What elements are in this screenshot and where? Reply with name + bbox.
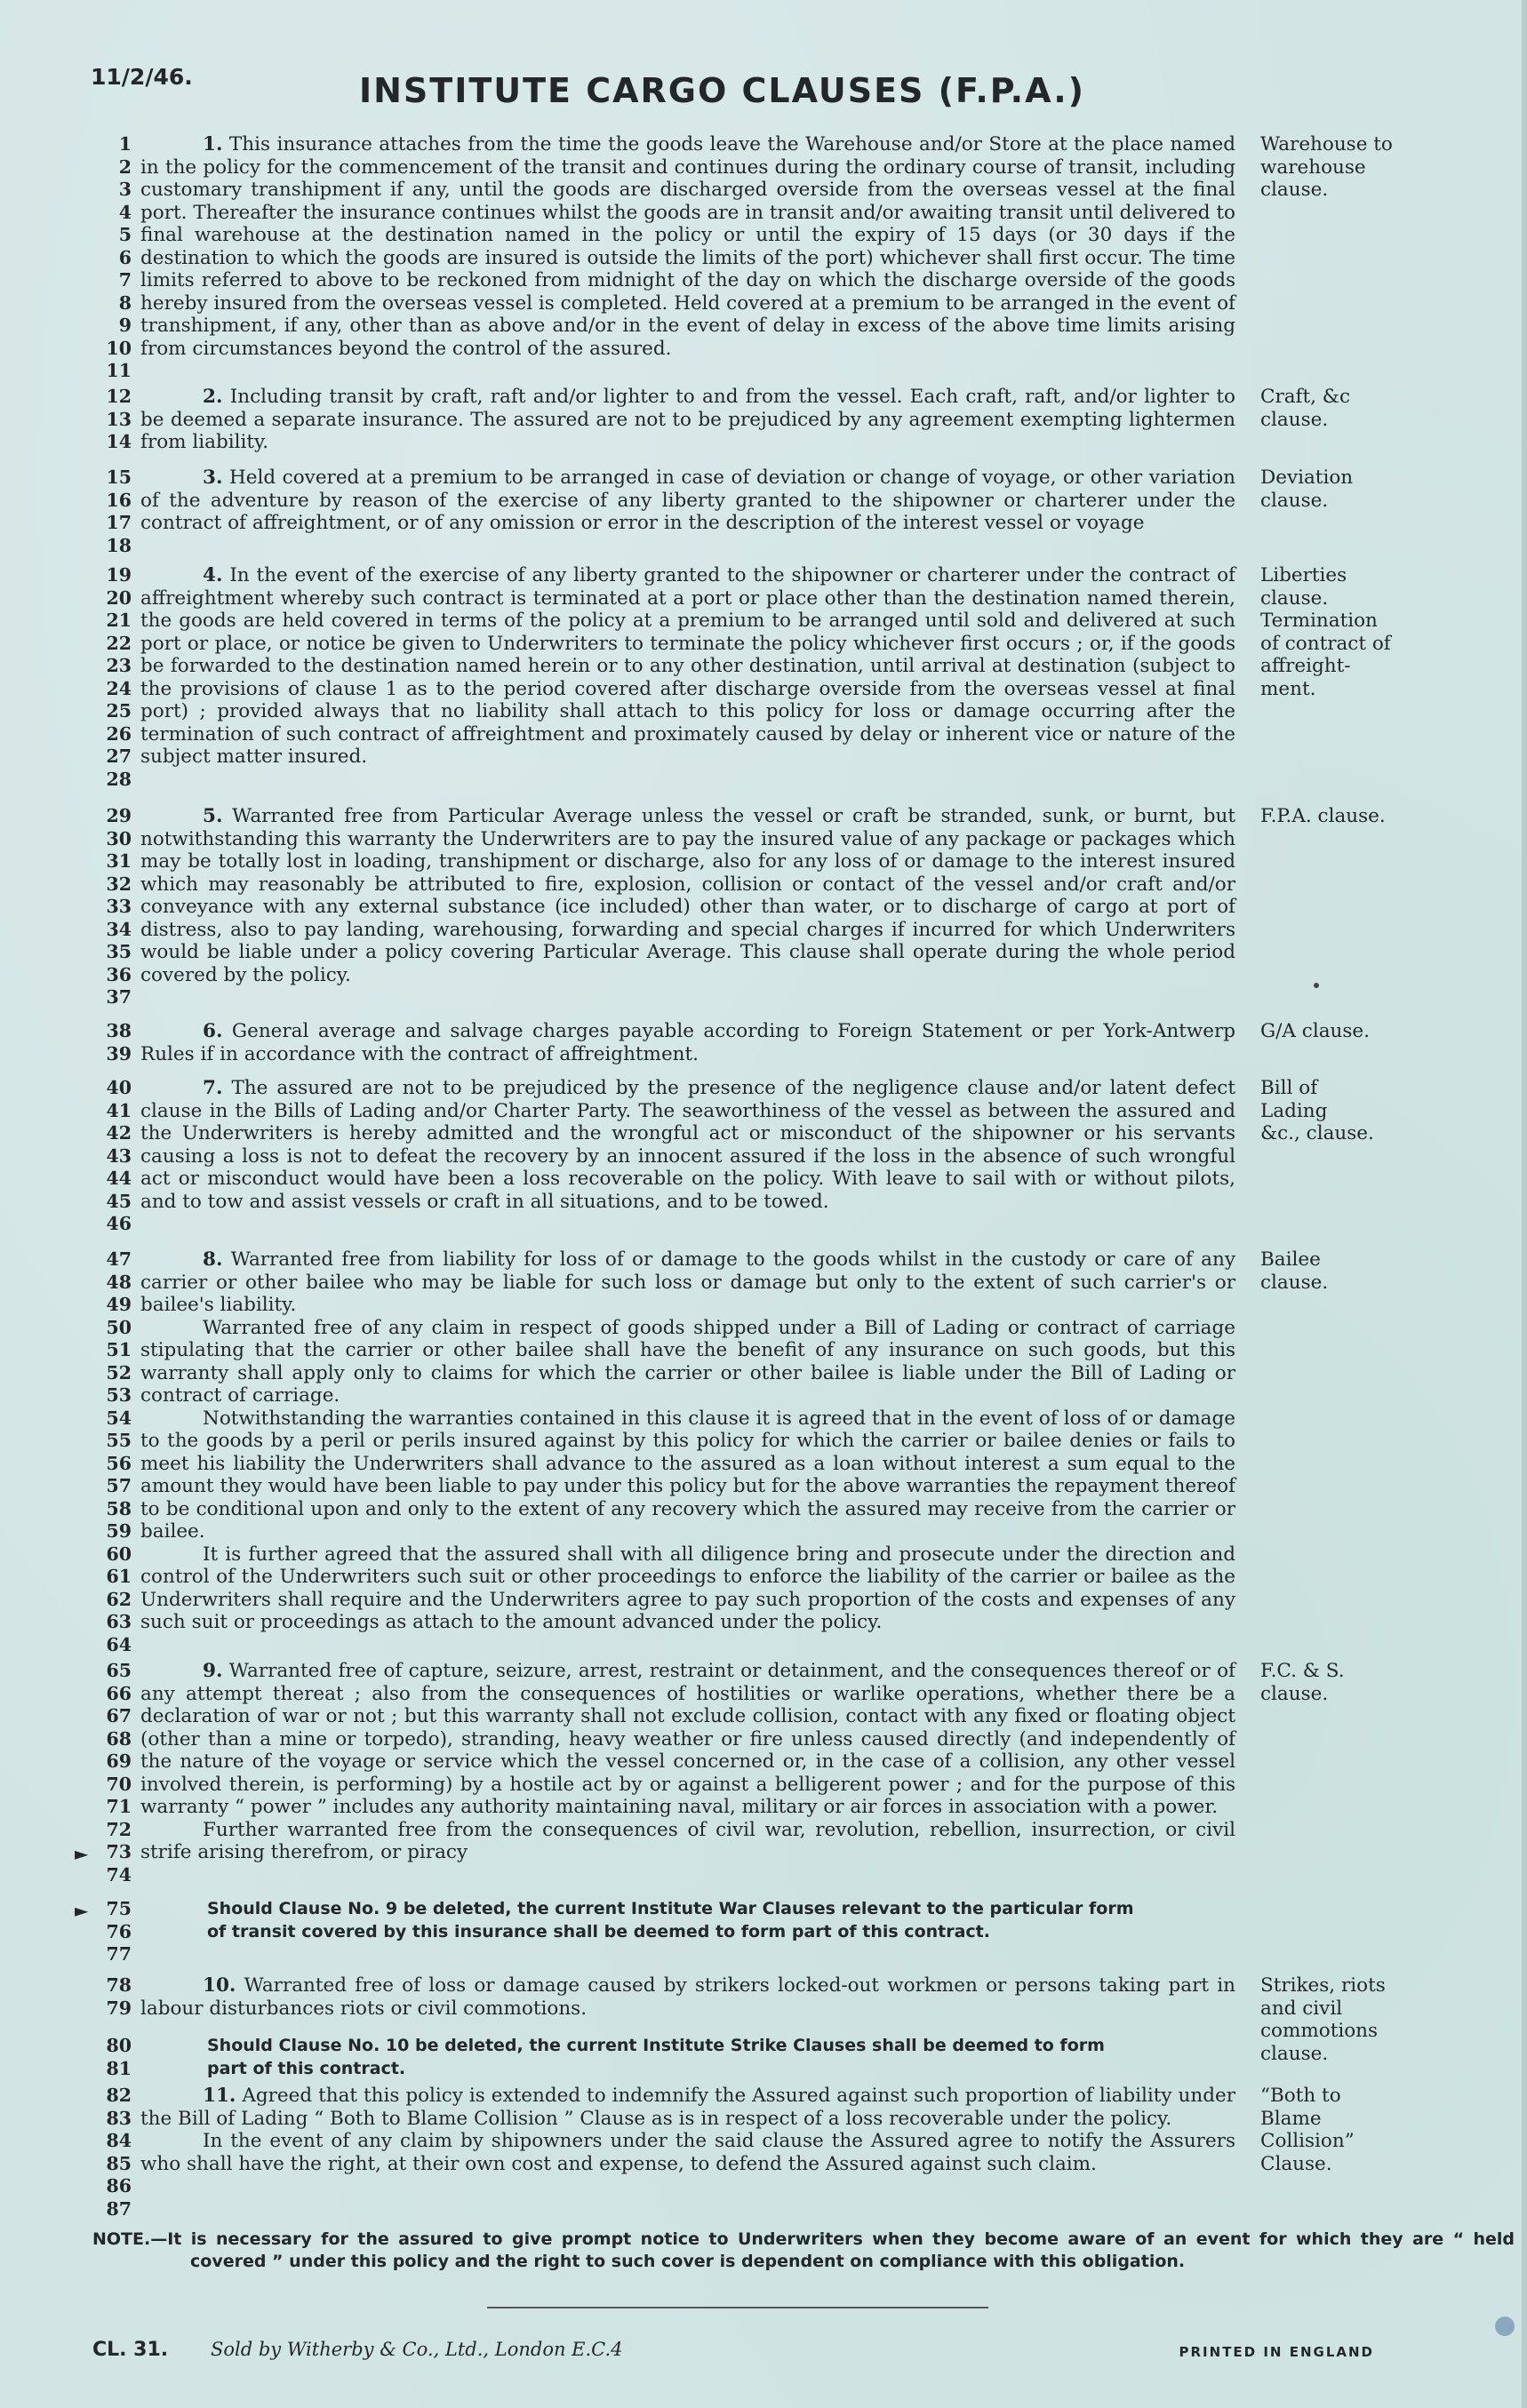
clause-number: 4. bbox=[203, 564, 223, 586]
line-number: 76 bbox=[106, 1920, 132, 1942]
margin-heading bbox=[1235, 2035, 1467, 2080]
line-number: 30 bbox=[106, 827, 132, 849]
clause-text: Warranted free from liability for loss of or damage to the goods whilst in the custody or care of any carrier or other bailee who may be liable for such loss or damage but only to the extent of such carrier's or bailee's liability. bbox=[140, 1248, 1235, 1316]
clause-body bbox=[140, 1660, 1235, 1886]
clause-number: 9. bbox=[203, 1660, 223, 1682]
clause-text: General average and salvage charges payable according to Foreign Statement or per York-Antwerp Rules if in accordance with the contract of affreightment. bbox=[140, 1020, 1235, 1065]
document-date: 11/2/46. bbox=[91, 64, 193, 90]
clause-number: 7. bbox=[203, 1077, 223, 1099]
line-number: 71 bbox=[106, 1796, 132, 1817]
line-number: 41 bbox=[106, 1099, 132, 1121]
margin-heading-line: ment. bbox=[1260, 677, 1316, 700]
line-number: 44 bbox=[106, 1168, 132, 1189]
margin-heading-line: clause. bbox=[1260, 489, 1329, 512]
clause-paragraph bbox=[140, 1020, 1235, 1065]
line-number: 31 bbox=[106, 850, 132, 872]
deletion-note: Should Clause No. 10 be deleted, the current Institute Strike Clauses shall be deemed to form part of this contract. bbox=[207, 2036, 1105, 2078]
margin-heading-line: warehouse bbox=[1260, 155, 1366, 179]
clause-block bbox=[89, 1248, 1467, 1656]
margin-heading bbox=[1235, 1660, 1467, 1886]
line-number: 65 bbox=[106, 1660, 132, 1681]
line-number: 16 bbox=[106, 489, 132, 511]
clause-number: 6. bbox=[203, 1020, 223, 1042]
clause-text: The assured are not to be prejudiced by the presence of the negligence clause and/or latent defect clause in the Bills of Lading and/or Charter Party. The seaworthiness of the vessel as between the assured and the Underwriters is hereby admitted and the wrongful act or misconduct of the shipowner or his servants causing a loss is not to defeat the recovery by an innocent assured if the loss in the absence of such wrongful act or misconduct would have been a loss recoverable on the policy. With leave to sail with or without pilots, and to tow and assist vessels or craft in all situations, and to be towed. bbox=[140, 1077, 1235, 1213]
line-number: 85 bbox=[106, 2152, 132, 2174]
margin-heading-line: Warehouse to bbox=[1260, 133, 1393, 155]
line-number: 32 bbox=[106, 873, 132, 895]
line-number: 64 bbox=[106, 1633, 132, 1655]
line-numbers bbox=[89, 386, 140, 454]
clause-body bbox=[140, 133, 1235, 383]
clause-block bbox=[89, 564, 1467, 791]
line-number: 11 bbox=[106, 360, 132, 381]
margin-heading-line: affreight- bbox=[1260, 655, 1351, 677]
clause-paragraph bbox=[140, 133, 1235, 360]
punch-hole bbox=[1495, 2316, 1515, 2336]
line-number: 57 bbox=[106, 1475, 132, 1496]
margin-heading-line: Termination bbox=[1260, 610, 1378, 632]
margin-heading-line: Lading bbox=[1260, 1099, 1328, 1122]
line-number: 77 bbox=[106, 1943, 132, 1965]
clause-text: Warranted free of capture, seizure, arrest, restraint or detainment, and the consequences thereof or of any attempt thereat ; also from the consequences of hostilities or warlike operations, whether there be a declaration of war or not ; but this warranty shall not exclude collision, contact with any fixed or floating object (other than a mine or torpedo), stranding, heavy weather or fire unless caused directly (and independently of the nature of the voyage or service which the vessel concerned or, in the case of a collision, any other vessel involved therein, is performing) by a hostile act by or against a belligerent power ; and for the purpose of this warranty “ power ” includes any authority maintaining naval, military or air forces in association with a power. bbox=[140, 1660, 1236, 1818]
line-number: 14 bbox=[106, 431, 132, 452]
clause-number: 2. bbox=[203, 386, 223, 408]
line-number: 4 bbox=[118, 201, 132, 223]
line-number: 60 bbox=[106, 1543, 132, 1565]
clause-text: Warranted free of any claim in respect of goods shipped under a Bill of Lading or contract of carriage stipulating that the carrier or other bailee shall have the benefit of any insurance on such goods, but this warranty shall apply only to claims for which the carrier or other bailee is liable under the Bill of Lading or contract of carriage. bbox=[140, 1316, 1235, 1407]
line-numbers bbox=[89, 466, 140, 557]
ink-dot-mark bbox=[1314, 983, 1319, 988]
line-number: 8 bbox=[118, 291, 132, 314]
printed-in-label: PRINTED IN ENGLAND bbox=[1179, 2344, 1374, 2360]
margin-heading-line: Bill of bbox=[1260, 1077, 1318, 1099]
clause-body bbox=[140, 1248, 1235, 1656]
line-number: 35 bbox=[106, 941, 132, 962]
line-number: 52 bbox=[106, 1361, 132, 1383]
clause-block bbox=[89, 133, 1467, 383]
line-number: 42 bbox=[106, 1122, 132, 1144]
divider-line bbox=[487, 2307, 988, 2308]
clause-number: 3. bbox=[203, 466, 223, 489]
line-number: 75 bbox=[106, 1898, 132, 1919]
margin-heading bbox=[1235, 1898, 1467, 1966]
line-number: 12 bbox=[106, 386, 132, 407]
line-number: 23 bbox=[106, 655, 132, 676]
line-number: 61 bbox=[106, 1566, 132, 1587]
line-number: 74 bbox=[106, 1863, 132, 1886]
obligation-note: NOTE.—It is necessary for the assured to give prompt notice to Underwriters when they become aware of an event for which they are “ held covered ” under this policy and the right to such cover is dependent on compliance with this obligation. bbox=[92, 2229, 1515, 2271]
clause-number: 10. bbox=[203, 1974, 236, 1997]
margin-heading-line: clause. bbox=[1260, 1271, 1329, 1294]
margin-heading-line: clause. bbox=[1260, 2042, 1329, 2065]
line-number: 79 bbox=[106, 1997, 132, 2019]
clause-block bbox=[89, 1020, 1467, 1065]
deletion-note: Should Clause No. 9 be deleted, the current Institute War Clauses relevant to the particular form of transit covered by this insurance shall be deemed to form part of this contract. bbox=[207, 1899, 1134, 1942]
clause-text: It is further agreed that the assured shall with all diligence bring and prosecute under the direction and control of the Underwriters such suit or other proceedings to enforce the liability of the carrier or bailee as the Underwriters shall require and the Underwriters agree to pay such proportion of the costs and expenses of any such suit or proceedings as attach to the amount advanced under the policy. bbox=[140, 1543, 1235, 1633]
clause-text: Held covered at a premium to be arranged in case of deviation or change of voyage, or other variation of the adventure by reason of the exercise of any liberty granted to the shipowner or charterer under the contract of affreightment, or of any omission or error in the description of the interest vessel or voyage bbox=[140, 466, 1235, 534]
clause-body bbox=[140, 466, 1235, 557]
margin-heading-line: Strikes, riots bbox=[1260, 1974, 1386, 1997]
margin-heading-line: &c., clause. bbox=[1260, 1122, 1374, 1144]
line-number: 50 bbox=[106, 1316, 132, 1338]
line-number: 70 bbox=[106, 1773, 132, 1795]
clause-text: In the event of the exercise of any liberty granted to the shipowner or charterer under the contract of affreightment whereby such contract is terminated at a port or place other than the destination named therein, the goods are held covered in terms of the policy at a premium to be arranged until sold and delivered at such port or place, or notice be given to Underwriters to terminate the policy whichever first occurs ; or, if the goods be forwarded to the destination named herein or to any other destination, until arrival at destination (subject to the provisions of clause 1 as to the period covered after discharge overside from the overseas vessel at final port) ; provided always that no liability shall attach to this policy for loss or damage occurring after the termination of such contract of affreightment and proximately caused by delay or inherent vice or nature of the subject matter insured. bbox=[140, 564, 1235, 768]
clause-paragraph bbox=[140, 1248, 1235, 1317]
margin-heading bbox=[1235, 564, 1467, 791]
line-number: 7 bbox=[118, 269, 132, 291]
clause-block bbox=[89, 1660, 1467, 1886]
clause-paragraph bbox=[140, 2085, 1235, 2130]
line-number: 80 bbox=[106, 2035, 132, 2056]
clause-body bbox=[140, 2035, 1235, 2080]
margin-heading-line: Craft, &c bbox=[1260, 386, 1350, 408]
clause-text: In the event of any claim by shipowners under the said clause the Assured agree to notify the Assurers who shall have the right, at their own cost and expense, to defend the Assured against such claim. bbox=[140, 2130, 1235, 2175]
line-number: 28 bbox=[106, 768, 132, 790]
line-number: 81 bbox=[106, 2057, 132, 2079]
line-number: 59 bbox=[106, 1520, 132, 1542]
clause-paragraph bbox=[140, 805, 1235, 986]
line-number: 45 bbox=[106, 1190, 132, 1212]
line-number: 49 bbox=[106, 1294, 132, 1315]
clause-block bbox=[89, 466, 1467, 557]
line-number: 55 bbox=[106, 1430, 132, 1451]
line-numbers bbox=[89, 1660, 140, 1886]
clause-body bbox=[140, 564, 1235, 791]
clause-body bbox=[140, 1077, 1235, 1236]
margin-heading-line: F.P.A. clause. bbox=[1260, 805, 1386, 827]
margin-pointer-mark: ► bbox=[75, 1900, 89, 1921]
line-number: 73 bbox=[106, 1841, 132, 1862]
line-number: 9 bbox=[118, 315, 132, 336]
document-title: INSTITUTE CARGO CLAUSES (F.P.A.) bbox=[358, 71, 1086, 110]
line-number: 6 bbox=[118, 246, 132, 268]
line-number: 58 bbox=[106, 1497, 132, 1519]
margin-heading-line: F.C. & S. bbox=[1260, 1660, 1345, 1682]
clause-paragraph bbox=[140, 2130, 1235, 2175]
margin-heading-line: of contract of bbox=[1260, 632, 1391, 655]
clause-block bbox=[89, 1898, 1467, 1966]
clause-text: Including transit by craft, raft and/or lighter to and from the vessel. Each craft, raft, and/or lighter to be deemed a separate insurance. The assured are not to be prejudiced by any agreement exempting lightermen from liability. bbox=[140, 386, 1235, 453]
margin-heading-line: Blame bbox=[1260, 2107, 1322, 2130]
clause-block bbox=[89, 1077, 1467, 1236]
line-number: 24 bbox=[106, 677, 132, 699]
margin-heading-line: clause. bbox=[1260, 179, 1329, 201]
line-numbers bbox=[89, 2085, 140, 2221]
line-number: 53 bbox=[106, 1384, 132, 1406]
clause-text: This insurance attaches from the time the goods leave the Warehouse and/or Store at the place named in the policy for the commencement of the transit and continues during the ordinary course of transit, including customary transhipment if any, until the goods are discharged overside from the overseas vessel at the final port. Thereafter the insurance continues whilst the goods are in transit and/or awaiting transit until delivered to final warehouse at the destination named in the policy or until the expiry of 15 days (or 30 days if the destination to which the goods are insured is outside the limits of the port) whichever shall first occur. The time limits referred to above to be reckoned from midnight of the day on which the discharge overside of the goods hereby insured from the overseas vessel is completed. Held covered at a premium to be arranged in the event of transhipment, if any, other than as above and/or in the event of delay in excess of the above time limits arising from circumstances beyond the control of the assured. bbox=[140, 133, 1235, 360]
line-numbers bbox=[89, 1248, 140, 1656]
line-number: 46 bbox=[106, 1213, 132, 1234]
page-edge bbox=[1522, 0, 1527, 2408]
margin-heading bbox=[1235, 466, 1467, 557]
line-number: 20 bbox=[106, 586, 132, 609]
line-number: 15 bbox=[106, 466, 132, 488]
clause-paragraph bbox=[140, 1819, 1235, 1864]
line-number: 29 bbox=[106, 805, 132, 826]
clause-block bbox=[89, 2085, 1467, 2221]
clause-paragraph bbox=[140, 564, 1235, 769]
margin-heading-line: and civil bbox=[1260, 1997, 1343, 2020]
margin-heading-line: Collision” bbox=[1260, 2130, 1355, 2152]
margin-pointer-mark: ► bbox=[75, 1843, 89, 1864]
line-number: 36 bbox=[106, 963, 132, 985]
line-number: 72 bbox=[106, 1818, 132, 1840]
clause-paragraph bbox=[140, 1974, 1235, 2020]
line-number: 86 bbox=[106, 2175, 132, 2197]
margin-heading-line: clause. bbox=[1260, 586, 1329, 610]
line-number: 2 bbox=[118, 155, 132, 178]
margin-heading-line: Deviation bbox=[1260, 466, 1354, 489]
line-numbers bbox=[89, 2035, 140, 2080]
line-number: 3 bbox=[118, 179, 132, 200]
line-number: 40 bbox=[106, 1077, 132, 1098]
line-number: 22 bbox=[106, 632, 132, 654]
line-number: 18 bbox=[106, 534, 132, 556]
margin-heading-line: Bailee bbox=[1260, 1248, 1321, 1271]
margin-heading bbox=[1235, 2085, 1467, 2221]
line-numbers bbox=[89, 1898, 140, 1966]
clause-number: 8. bbox=[203, 1248, 223, 1271]
margin-heading-line: Liberties bbox=[1260, 564, 1347, 586]
margin-heading-line: clause. bbox=[1260, 1682, 1329, 1705]
line-number: 27 bbox=[106, 746, 132, 767]
line-number: 82 bbox=[106, 2085, 132, 2106]
clause-paragraph bbox=[140, 1407, 1235, 1543]
clause-paragraph bbox=[140, 1317, 1235, 1407]
line-number: 48 bbox=[106, 1271, 132, 1293]
line-number: 37 bbox=[106, 986, 132, 1008]
line-number: 68 bbox=[106, 1727, 132, 1750]
clause-paragraph bbox=[140, 1077, 1235, 1213]
clause-block bbox=[89, 805, 1467, 1009]
line-number: 56 bbox=[106, 1452, 132, 1474]
line-number: 54 bbox=[106, 1407, 132, 1429]
line-number: 67 bbox=[106, 1705, 132, 1726]
line-number: 33 bbox=[106, 896, 132, 917]
line-number: 19 bbox=[106, 564, 132, 586]
line-number: 17 bbox=[106, 512, 132, 533]
line-number: 43 bbox=[106, 1144, 132, 1167]
margin-heading-line: “Both to bbox=[1260, 2085, 1341, 2107]
line-number: 25 bbox=[106, 700, 132, 722]
clause-body bbox=[140, 805, 1235, 1009]
form-number: CL. 31. bbox=[92, 2339, 169, 2361]
line-number: 69 bbox=[106, 1750, 132, 1772]
clause-text: Warranted free from Particular Average unless the vessel or craft be stranded, sunk, or burnt, but notwithstanding this warranty the Underwriters are to pay the insured value of any package or packages which may be totally lost in loading, transhipment or discharge, also for any loss of or damage to the interest insured which may reasonably be attributed to fire, explosion, collision or contact of the vessel and/or craft and/or conveyance with any external substance (ice included) other than water, or to discharge of cargo at port of distress, also to pay landing, warehousing, forwarding and special charges if incurred for which Underwriters would be liable under a policy covering Particular Average. This clause shall operate during the whole period covered by the policy. bbox=[140, 805, 1235, 986]
line-number: 5 bbox=[118, 224, 132, 245]
clause-paragraph bbox=[140, 466, 1235, 535]
line-numbers bbox=[89, 564, 140, 791]
margin-heading bbox=[1235, 133, 1467, 383]
clause-text: Warranted free of loss or damage caused by strikers locked-out workmen or persons taking part in labour disturbances riots or civil commotions. bbox=[140, 1974, 1235, 2020]
clause-paragraph bbox=[140, 1543, 1235, 1634]
clause-text: Notwithstanding the warranties contained in this clause it is agreed that in the event of loss of or damage to the goods by a peril or perils insured against by this policy for which the carrier or bailee denies or fails to meet his liability the Underwriters shall advance to the assured as a loan without interest a sum equal to the amount they would have been liable to pay under this policy but for the above warranties the repayment thereof to be conditional upon and only to the extent of any recovery which the assured may receive from the carrier or bailee. bbox=[140, 1407, 1235, 1543]
line-number: 13 bbox=[106, 408, 132, 430]
clause-block bbox=[89, 386, 1467, 454]
clause-block bbox=[89, 2035, 1467, 2080]
margin-heading bbox=[1235, 1248, 1467, 1656]
clause-body bbox=[140, 1020, 1235, 1065]
margin-heading-line: G/A clause. bbox=[1260, 1020, 1370, 1042]
clause-body bbox=[140, 386, 1235, 454]
line-number: 66 bbox=[106, 1682, 132, 1704]
margin-heading-line: commotions bbox=[1260, 2020, 1379, 2042]
line-number: 87 bbox=[106, 2197, 132, 2220]
publisher-line: Sold by Witherby & Co., Ltd., London E.C.4 bbox=[211, 2339, 623, 2360]
margin-heading-line: Clause. bbox=[1260, 2152, 1332, 2175]
line-number: 78 bbox=[106, 1974, 132, 1996]
line-numbers bbox=[89, 133, 140, 383]
line-number: 26 bbox=[106, 722, 132, 745]
margin-heading bbox=[1235, 805, 1467, 1009]
line-numbers bbox=[89, 1020, 140, 1065]
clause-number: 5. bbox=[203, 805, 223, 827]
clause-text: Agreed that this policy is extended to indemnify the Assured against such proportion of liability under the Bill of Lading “ Both to Blame Collision ” Clause as is in respect of a loss recoverable under the policy. bbox=[140, 2085, 1235, 2130]
line-number: 84 bbox=[106, 2130, 132, 2151]
line-number: 38 bbox=[106, 1020, 132, 1041]
clause-paragraph bbox=[140, 1660, 1235, 1819]
clause-body bbox=[140, 1898, 1235, 1966]
clause-body bbox=[140, 2085, 1235, 2221]
margin-heading bbox=[1235, 1020, 1467, 1065]
margin-heading bbox=[1235, 386, 1467, 454]
line-number: 34 bbox=[106, 918, 132, 940]
line-number: 1 bbox=[118, 133, 132, 155]
line-numbers bbox=[89, 805, 140, 1009]
margin-heading-line: clause. bbox=[1260, 408, 1329, 431]
line-number: 63 bbox=[106, 1611, 132, 1632]
line-numbers bbox=[89, 1077, 140, 1236]
line-number: 51 bbox=[106, 1339, 132, 1360]
line-number: 62 bbox=[106, 1588, 132, 1610]
line-number: 21 bbox=[106, 610, 132, 631]
line-number: 39 bbox=[106, 1042, 132, 1064]
clause-number: 1. bbox=[203, 133, 223, 155]
clause-number: 11. bbox=[203, 2085, 236, 2107]
clause-text: Further warranted free from the consequences of civil war, revolution, rebellion, insurrection, or civil strife arising therefrom, or piracy bbox=[140, 1818, 1235, 1863]
line-number: 83 bbox=[106, 2107, 132, 2129]
margin-heading bbox=[1235, 1077, 1467, 1236]
clause-paragraph bbox=[140, 386, 1235, 454]
line-number: 10 bbox=[106, 337, 132, 359]
line-number: 47 bbox=[106, 1248, 132, 1270]
